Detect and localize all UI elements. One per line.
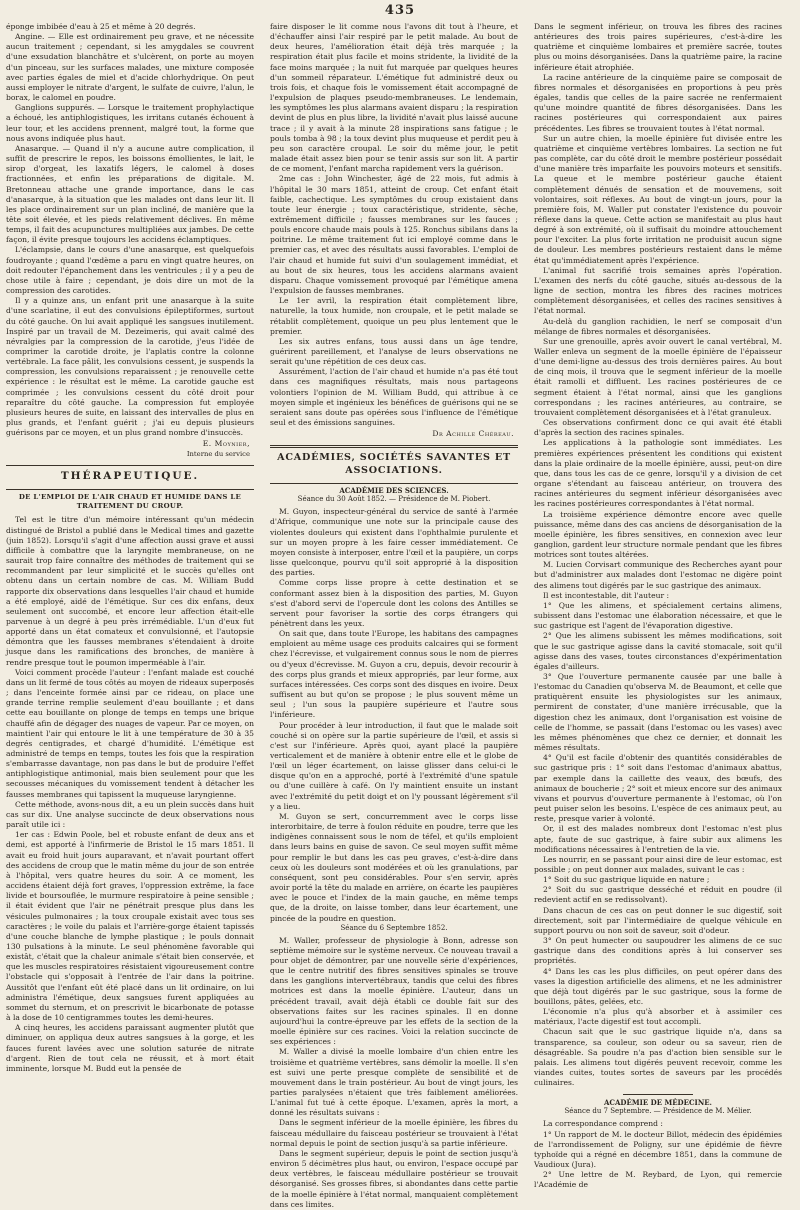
- paragraph: Angine. — Elle est ordinairement peu grave, et ne nécessite aucun traitement ; cependant, si les amygdales se couvrent d'une exsudation blanchâtre et s'ulcèrent, on porte au moyen d'un pinceau, sur les surfaces malades, une mixture composée avec parties égales de miel et d'acide chlorhydrique. On peut aussi employer le nitrate d'argent, le sulfate de cuivre, l'alun, le borax, le calomel en poudre.: [6, 32, 254, 103]
- session-line: Séance du 7 Septembre. — Présidence de M. Mélier.: [564, 1107, 752, 1116]
- paragraph: Sur une grenouille, après avoir ouvert le canal vertébral, M. Waller enleva un segment de la moelle épinière de l'épaisseur d'une demi-ligne au-dessus des trois dernières paires. Au bout de cinq mois, il trouva que le segment inférieur de la moelle était ramolli et diffluent. Les racines postérieures de ce segment étaient à l'état normal, ainsi que les ganglions correspondans ; les racines antérieures, au contraire, se trouvaient complètement désorganisées et à l'état granuleux.: [534, 336, 782, 417]
- session-line: Séance du 6 Septembre 1852.: [340, 923, 448, 932]
- paragraph: M. Waller a divisé la moelle lombaire d'un chien entre les troisième et quatrième vertèbres, sans démolir la moelle. Il s'en est suivi une perte presque complète de sensibilité et de mouvement dans le train postérieur. Au bout de vingt jours, les parties paralysées n'étaient que très faiblement améliorées. L'animal fut tué à cette époque. L'examen, après la mort, a donné les résultats suivans :: [270, 1047, 518, 1118]
- separator-rule: [6, 465, 254, 466]
- paragraph: 2° Que les alimens subissent les mêmes modifications, soit que le suc gastrique agisse dans la cavité stomacale, soit qu'il agisse dans des vases, toutes circonstances d'expérimentation égales d'ailleurs.: [534, 631, 782, 671]
- paragraph: L'éclampsie, dans le cours d'une anasarque, est quelquefois foudroyante ; quand l'œdème a paru en vingt quatre heures, on doit redouter l'épanchement dans les ventricules ; il y a peu de chose utile à faire ; cependant, je dois dire un mot de la compression des carotides.: [6, 245, 254, 296]
- paragraph: 4° Dans les cas les plus difficiles, on peut opérer dans des vases la digestion artificielle des alimens, et ne les administrer que déjà tout digérés par le suc gastrique, sous la forme de bouillons, pâtes, gelées, etc.: [534, 966, 782, 1006]
- paragraph: Sur un autre chien, la moelle épinière fut divisée entre les quatrième et cinquième vertèbres lombaires. La section ne fut pas complète, car du côté droit le membre postérieur possédait d'une manière très imparfaite les pouvoirs moteurs et sensitifs. La queue et le membre postérieur gauche étaient complètement dénués de sensation et de mouvemens, soit volontaires, soit réflexes. Au bout de vingt-un jours, pour la première fois, M. Waller put constater l'existence du pouvoir réflexe dans la queue. Cette action se manifestait au plus haut degré à son extrémité, où il suffisait du moindre attouchement pour l'exciter. La plus forte irritation ne produisit aucun signe de douleur. Les membres postérieurs restaient dans le même état qu'immédiatement après l'expérience.: [534, 133, 782, 265]
- paragraph: 3° Que l'ouverture permanente causée par une balle à l'estomac du Canadien qu'observa M. de Beaumont, et celle que pratiquèrent ensuite les physiologistes sur les animaux, permirent de constater, d'une manière irrécusable, que la digestion chez les animaux, dont l'organisation est voisine de celle de l'homme, se passait (dans l'estomac ou les vases) avec les mêmes phénomènes que chez ce dernier, et donnait les mêmes résultats.: [534, 672, 782, 753]
- paragraph: M. Waller, professeur de physiologie à Bonn, adresse son septième mémoire sur le système nerveux. Ce nouveau travail a pour objet de démontrer, par une nouvelle série d'expériences, que le centre nutritif des fibres sensitives spinales se trouve dans les ganglions intervertébraux, tandis que celui des fibres motrices est dans la moelle épinière. L'auteur, dans un précédent travail, avait déjà établi ce double fait sur des observations faites sur les racines spinales. Il en donne aujourd'hui la contre-épreuve par les effets de la section de la moelle épinière sur ces racines. Voici la relation succincte de ses expériences :: [270, 935, 518, 1047]
- paragraph: La racine antérieure de la cinquième paire se composait de fibres normales et désorganisées en proportions à peu près égales, tandis que celles de la paire sacrée ne renfermaient qu'une moindre quantité de fibres désorganisées. Dans les racines postérieures qui correspondaient aux paires précédentes. Les fibres se trouvaient toutes à l'état normal.: [534, 72, 782, 133]
- paragraph: Dans le segment supérieur, depuis le point de section jusqu'à environ 5 décimètres plus haut, ou environ, l'espace occupé par deux vertèbres, le faisceau médullaire postérieur se trouvait désorganisé. Ses grosses fibres, si abondantes dans cette partie de la moelle épinière à l'état normal, manquaient complètement dans ces limites.: [270, 1148, 518, 1209]
- paragraph: Or, il est des malades nombreux dont l'estomac n'est plus apte, faute de suc gastrique, à faire subir aux alimens les modifications nécessaires à l'entretien de la vie.: [534, 824, 782, 854]
- paragraph: M. Lucien Corvisart communique des Recherches ayant pour but d'administrer aux malades dont l'estomac ne digère point des alimens tout digérés par le suc gastrique des animaux.: [534, 560, 782, 590]
- separator-rule: [6, 489, 254, 490]
- paragraph: faire disposer le lit comme nous l'avons dit tout à l'heure, et d'échauffer ainsi l'air respiré par le petit malade. Au bout de deux heures, l'amélioration était déjà très marquée ; la respiration était plus facile et moins stridente, la lividité de la face moins marquée ; la nuit fut marquée par quelques heures d'un sommeil réparateur. L'émétique fut administré deux ou trois fois, et chaque fois le vomissement était accompagné de l'expulsion de plaques pseudo-membraneuses. Le lendemain, les symptômes les plus alarmans avaient disparu ; la respiration devint de plus en plus libre, la lividité n'avait plus laissé aucune trace ; il y avait à la minute 28 inspirations sans fatigue ; le pouls tomba à 98 ; la toux devint plus muqueuse et perdit peu à peu son caractère croupal. Le soir du même jour, le petit malade était assez bien pour se tenir assis sur son lit. A partir de ce moment, l'enfant marcha rapidement vers la guérison.: [270, 22, 518, 174]
- paragraph: Chacun sait que le suc gastrique liquide n'a, dans sa transparence, sa couleur, son odeur ou sa saveur, rien de désagréable. Sa poudre n'a pas d'action bien sensible sur le palais. Les alimens tout digérés peuvent recevoir, comme les viandes cuites, toutes sortes de saveurs par les procédés culinaires.: [534, 1027, 782, 1088]
- signature-role: Interne du service: [186, 450, 250, 459]
- paragraph: 1° Que les alimens, et spécialement certains alimens, subissent dans l'estomac une élaboration nécessaire, et que le suc gastrique est l'agent de l'évaporation digestive.: [534, 600, 782, 631]
- paragraph: Comme corps lisse propre à cette destination et se conformant assez bien à la disposition des parties, M. Guyon s'est d'abord servi de l'opercule dont les colons des Antilles se servent pour favoriser la sortie des corps étrangers qui pénètrent dans les yeux.: [270, 578, 518, 628]
- column-left: [6, 22, 254, 1122]
- paragraph: Voici comment procède l'auteur : l'enfant malade est couché dans un lit fermé de tous côtés au moyen de rideaux superposés ; dans l'enceinte formée ainsi par ce rideau, on place une grande terrine remplie seulement d'eau bouillante ; et dans cette eau bouillante on plonge de temps en temps une brique chauffé afin de dégager des nuages de vapeur. Par ce moyen, on maintient l'air qui entoure le lit à une température de 30 à 35 degrés centigrades, et chargé d'humidité. L'émétique est administré de temps en temps, toutes les fois que la respiration s'embarrasse davantage, non pas dans le but de produire l'effet antiphlogistique antimonial, mais bien seulement pour que les secousses mécaniques du vomissement tendent à détacher les fausses membranes qui tapissent la muqueuse laryngienne.: [6, 667, 255, 799]
- paragraph: M. Guyon, inspecteur-général du service de santé à l'armée d'Afrique, communique une note sur la principale cause des violentes douleurs qui existent dans l'ophthalmie purulente et sur un moyen propre à les faire cesser immédiatement. Ce moyen consiste à interposer, entre l'œil et la paupière, un corps lisse quelconque, pourvu qu'il soit approprié à la disposition des parties.: [270, 507, 518, 578]
- paragraph: Dans chacun de ces cas on peut donner le suc digestif, soit directement, soit par l'intermédiaire de quelque véhicule en support pourvu ou non soit de saveur, soit d'odeur.: [534, 905, 782, 935]
- paragraph: Dans le segment inférieur de la moelle épinière, les fibres du faisceau médullaire du faisceau postérieur se trouvaient à l'état normal depuis le point de section jusqu'à sa partie inférieure.: [270, 1118, 518, 1148]
- paragraph: 2° Une lettre de M. Reybard, de Lyon, qui remercie l'Académie de: [534, 1170, 782, 1190]
- paragraph: La correspondance comprend :: [543, 1119, 663, 1129]
- paragraph: 3° On peut humecter ou saupoudrer les alimens de ce suc gastrique dans des conditions après à lui conserver ses propriétés.: [534, 936, 782, 966]
- paragraph: Les six autres enfans, tous aussi dans un âge tendre, guérirent pareillement, et l'analyse de leurs observations ne serait qu'une répétition de ces deux cas.: [270, 336, 518, 367]
- article-title: DE L'EMPLOI DE L'AIR CHAUD ET HUMIDE DANS LE TRAITEMENT DU CROUP.: [18, 493, 242, 511]
- signature-name: E. Moynier,: [202, 439, 250, 449]
- paragraph: 1er cas : Edwin Poole, bel et robuste enfant de deux ans et demi, est apporté à l'infirmerie de Bristol le 15 mars 1851. Il avait eu froid huit jours auparavant, et n'avait pourtant offert des accidens de croup que le matin même du jour de son entrée à l'hôpital, vers quatre heures du soir. A ce moment, les accidens étaient déjà fort graves, l'oppression extrême, la face livide et boursouflée, le murmure respiratoire à peine sensible ; il était évident que l'air ne pénétrait presque plus dans les vésicules pulmonaires ; la toux croupale existait avec tous ses caractères ; le voile du palais et l'arrière-gorge étaient tapissés d'une couche blanche de lymphe plastique ; le pouls donnait 130 pulsations à la minute. Le seul phénomène favorable qui existât, c'était que la chaleur animale s'était bien conservée, et que les muscles respiratoires résistaient vigoureusement contre l'obstacle qui s'opposait à l'entrée de l'air dans la poitrine. Aussitôt que l'enfant eût été placé dans un lit ordinaire, on lui administra l'émétique, deux sangsues furent appliquées au sommet du sternum, et on prescrivit le bicarbonate de potasse à la dose de 10 centigrammes toutes les demi-heures.: [6, 830, 254, 1023]
- signature: [270, 429, 514, 439]
- column-right: [534, 22, 782, 1190]
- separator-rule: [270, 445, 518, 448]
- paragraph: 2° Soit du suc gastrique desséché et réduit en poudre (il redevient actif en se redissolvant).: [534, 885, 782, 905]
- paragraph: Il est incontestable, dit l'auteur :: [543, 590, 670, 600]
- separator-rule: [623, 1094, 693, 1095]
- paragraph: Ganglions suppurés. — Lorsque le traitement prophylactique a échoué, les antiphlogistiques, les irritans cutanés échouent à leur tour, et les accidens prennent, malgré tout, la forme que nous avons indiquée plus haut.: [6, 103, 254, 143]
- paragraph: La troisième expérience démontre encore avec quelle puissance, même dans des cas anciens de désorganisation de la moelle épinière, les fibres sensitives, en connexion avec leur ganglion, gardent leur structure normale pendant que les fibres motrices sont toutes altérées.: [534, 509, 782, 560]
- paragraph: L'économie n'a plus qu'à absorber et à assimiler ces matériaux, l'acte digestif est tout accompli.: [534, 1007, 782, 1027]
- session-line: Séance du 30 Août 1852. — Présidence de M. Piobert.: [297, 495, 491, 504]
- paragraph: Ces observations confirment donc ce qui avait été établi d'après la section des racines spinales.: [534, 418, 782, 438]
- paragraph: Anasarque. — Quand il n'y a aucune autre complication, il suffit de prescrire le repos, les boissons émollientes, le lait, le sirop d'orgeat, les laxatifs légers, le calomel à doses fractionnées, et enfin les préparations de digitale. M. Bretonneau attache une grande importance, dans le cas d'anasarque, à la situation que les malades ont dans leur lit. Il les place ordinairement sur un plan incliné, de manière que la tête soit élevée, et les pieds relativement déclives. En même temps, il fait des acupunctures multipliées aux jambes. De cette façon, il évite presque toujours les accidens éclamptiques.: [6, 143, 254, 245]
- section-title-therapeutique: THÉRAPEUTIQUE.: [60, 470, 200, 483]
- paragraph: 1° Un rapport de M. le docteur Billot, médecin des épidémies de l'arrondissement de Poligny, sur une épidémie de fièvre typhoïde qui a régné en décembre 1851, dans la commune de Vaudioux (Jura).: [534, 1129, 782, 1170]
- section-title-academies: ACADÉMIES, SOCIÉTÉS SAVANTES ET ASSOCIATIONS.: [277, 452, 511, 477]
- paragraph: Tel est le titre d'un mémoire intéressant qu'un médecin distingué de Bristol a publié dans le Medical times and gazette (juin 1852). Lorsqu'il s'agit d'une affection aussi grave et aussi difficile à combattre que la laryngite membraneuse, on ne saurait trop faire connaître des méthodes de traitement qui se recommandent par leur simplicité et le succès qu'elles ont obtenu dans un certain nombre de cas. M. William Budd rapporte dix observations dans lesquelles l'air chaud et humide a été employé, aidé de l'émétique. Sur ces dix enfans, deux seulement ont succombé, et encore leur affection était-elle parvenue à un degré à peu près irrémédiable. L'un d'eux fut apporté dans un état comateux et convulsionné, et l'autopsie démontra que les fausses membranes s'étendaient à droite jusque dans les ramifications des bronches, de manière à rendre presque tout le poumon imperméable à l'air.: [6, 515, 254, 667]
- paragraph: L'animal fut sacrifié trois semaines après l'opération. L'examen des nerfs du côté gauche, situés au-dessous de la ligne de section, montra les fibres des racines motrices complètement désorganisées, et celles des racines sensitives à l'état normal.: [534, 265, 782, 316]
- paragraph: On sait que, dans toute l'Europe, les habitans des campagnes emploient au même usage ces produits calcaires qui se forment chez l'écrevisse, et vulgairement connus sous le nom de pierres ou d'yeux d'écrevisse. M. Guyon a cru, depuis, devoir recourir à des corps plus grands et mieux appropriés, par leur forme, aux surfaces intéressées. Ces corps sont des disques en ivoire. Deux suffisent au but qu'on se propose ; le plus souvent même un seul ; l'un sous la paupière supérieure et l'autre sous l'inférieure.: [270, 629, 519, 720]
- paragraph: Les nourrir, en se passant pour ainsi dire de leur estomac, est possible ; on peut donner aux malades, suivant le cas :: [534, 854, 782, 874]
- paragraph: Il y a quinze ans, un enfant prit une anasarque à la suite d'une scarlatine, il eut des convulsions épileptiformes, surtout du côté gauche. On lui avait appliqué les sangsues inutilement. Inspiré par un travail de M. Dezeimeris, qui avait calmé des névralgies par la compression de la carotide, j'eus l'idée de comprimer la carotide droite, je l'aplatis contre la colonne vertébrale. La face pâlit, les convulsions cessent, je suspends la compression, les convulsions reparaissent ; je renouvelle cette expérience : le résultat est le même. La carotide gauche est comprimée ; les convulsions cessent du côté droit pour reparaître du côté gauche. La compression fut employée plusieurs heures de suite, en laissant des intervalles de plus en plus grands, et l'enfant guérit ; j'ai eu depuis plusieurs guérisons par ce moyen, et un plus grand nombre d'insuccès.: [6, 296, 254, 438]
- paragraph: Au-delà du ganglion rachidien, le nerf se composait d'un mélange de fibres normales et désorganisées.: [534, 316, 782, 336]
- paragraph: éponge imbibée d'eau à 25 et même à 20 degrés.: [6, 22, 196, 31]
- page-number: 435: [384, 3, 416, 18]
- paragraph: Les applications à la pathologie sont immédiates. Les premières expériences présentent les conditions qui existent dans la plaie ordinaire de la moelle épinière, aussi, peut-on dire que, dans tous les cas de ce genre, lorsqu'il y a division de cet organe s'étendant au faisceau antérieur, on trouvera des racines antérieures du segment inférieur désorganisées avec les racines postérieures correspondantes à l'état normal.: [534, 438, 782, 509]
- separator-rule: [270, 483, 518, 484]
- paragraph: A cinq heures, les accidens paraissant augmenter plutôt que diminuer, on appliqua deux autres sangsues à la gorge, et les fauces furent lavées avec une solution saturée de nitrate d'argent. Rien de tout cela ne réussit, et à mort était imminente, lorsque M. Budd eut la pensée de: [6, 1023, 254, 1073]
- academy-name: ACADÉMIE DES SCIENCES.: [339, 486, 449, 496]
- paragraph: Cette méthode, avons-nous dit, a eu un plein succès dans huit cas sur dix. Une analyse succincte de deux observations nous paraît utile ici :: [6, 799, 254, 830]
- academy-name: ACADÉMIE DE MÉDECINE.: [604, 1098, 712, 1108]
- paragraph: Pour procéder à leur introduction, il faut que le malade soit couché si on opère sur la partie supérieure de l'œil, et assis si c'est sur l'inférieure. Après quoi, ayant placé la paupière verticalement et de manière à obtenir entre elle et le globe de l'œil un léger écartement, on laisse glisser dans celui-ci le disque qu'on en a approché, porté à l'extrémité d'une spatule ou d'une cuillère à café. On l'y maintient ensuite un instant avec l'extrémité du petit doigt et on l'y poussant légèrement s'il y a lieu.: [270, 720, 518, 811]
- signature-name: Dr Achille Chéreau.: [432, 429, 514, 439]
- paragraph: 4° Qu'il est facile d'obtenir des quantités considérables de suc gastrique pris : 1° soit dans l'estomac d'animaux abattus, par exemple dans la caillette des veaux, des bœufs, des animaux de boucherie ; 2° soit et mieux encore sur des animaux vivans et pourvus d'ouverture permanente à l'estomac, où l'on peut puiser selon les besoins. L'espèce de ces animaux peut, au reste, presque varier à volonté.: [534, 753, 782, 824]
- paragraph: Assurément, l'action de l'air chaud et humide n'a pas été tout dans ces magnifiques résultats, mais nous partageons volontiers l'opinion de M. William Budd, qui attribue à ce moyen simple et ingénieux les bénéfices de guérisons qui ne se seraient sans doute pas opérées sous l'influence de l'émétique seul et des émissions sanguines.: [270, 367, 518, 428]
- signature: [6, 439, 250, 459]
- column-middle: [270, 22, 519, 1209]
- paragraph: 2me cas : John Winchester, âgé de 22 mois, fut admis à l'hôpital le 30 mars 1851, atteint de croup. Cet enfant était faible, cachectique. Les symptômes du croup existaient dans toute leur énergie ; toux caractéristique, stridente, sèche, extrêmement difficile ; fausses membranes sur les fauces ; pouls encore chaude mais pouls à 125. Ronchus sibilans dans la poitrine. Le même traitement fut ici employé comme dans le premier cas, et avec des résultats aussi favorables. L'emploi de l'air chaud et humide fut suivi d'un soulagement immédiat, et au bout de six heures, tous les accidens alarmans avaient disparu. Chaque vomissement provoqué par l'émétique amena l'expulsion de fausses membranes.: [270, 174, 518, 296]
- paragraph: M. Guyon se sert, concurremment avec le corps lisse interorbitaire, de terre à foulon réduite en poudre, terre que les indigènes connaissent sous le nom de téfel, et qu'ils emploient dans leurs bains en guise de savon. Ce seul moyen suffit même pour remplir le but dans les cas peu graves, c'est-à-dire dans ceux où les douleurs sont modérées et où les granulations, par conséquent, sont peu considérables. Pour s'en servir, après avoir porté la tête du malade en arrière, on écarte les paupières avec le pouce et l'index de la main gauche, en même temps que, de la droite, on laisse tomber, dans leur écartement, une pincée de la poudre en question.: [270, 811, 518, 923]
- paragraph: Dans le segment inférieur, on trouva les fibres des racines antérieures des trois paires supérieures, c'est-à-dire les quatrième et cinquième lombaires et première sacrée, toutes plus ou moins désorganisées. Dans la quatrième paire, la racine inférieure était atrophiée.: [534, 22, 782, 72]
- paragraph: 1° Soit du suc gastrique liquide en nature ;: [543, 875, 710, 885]
- paragraph: Le 1er avril, la respiration était complètement libre, naturelle, la toux humide, non croupale, et le petit malade se rétablit complètement, quoique un peu plus lentement que le premier.: [270, 296, 518, 336]
